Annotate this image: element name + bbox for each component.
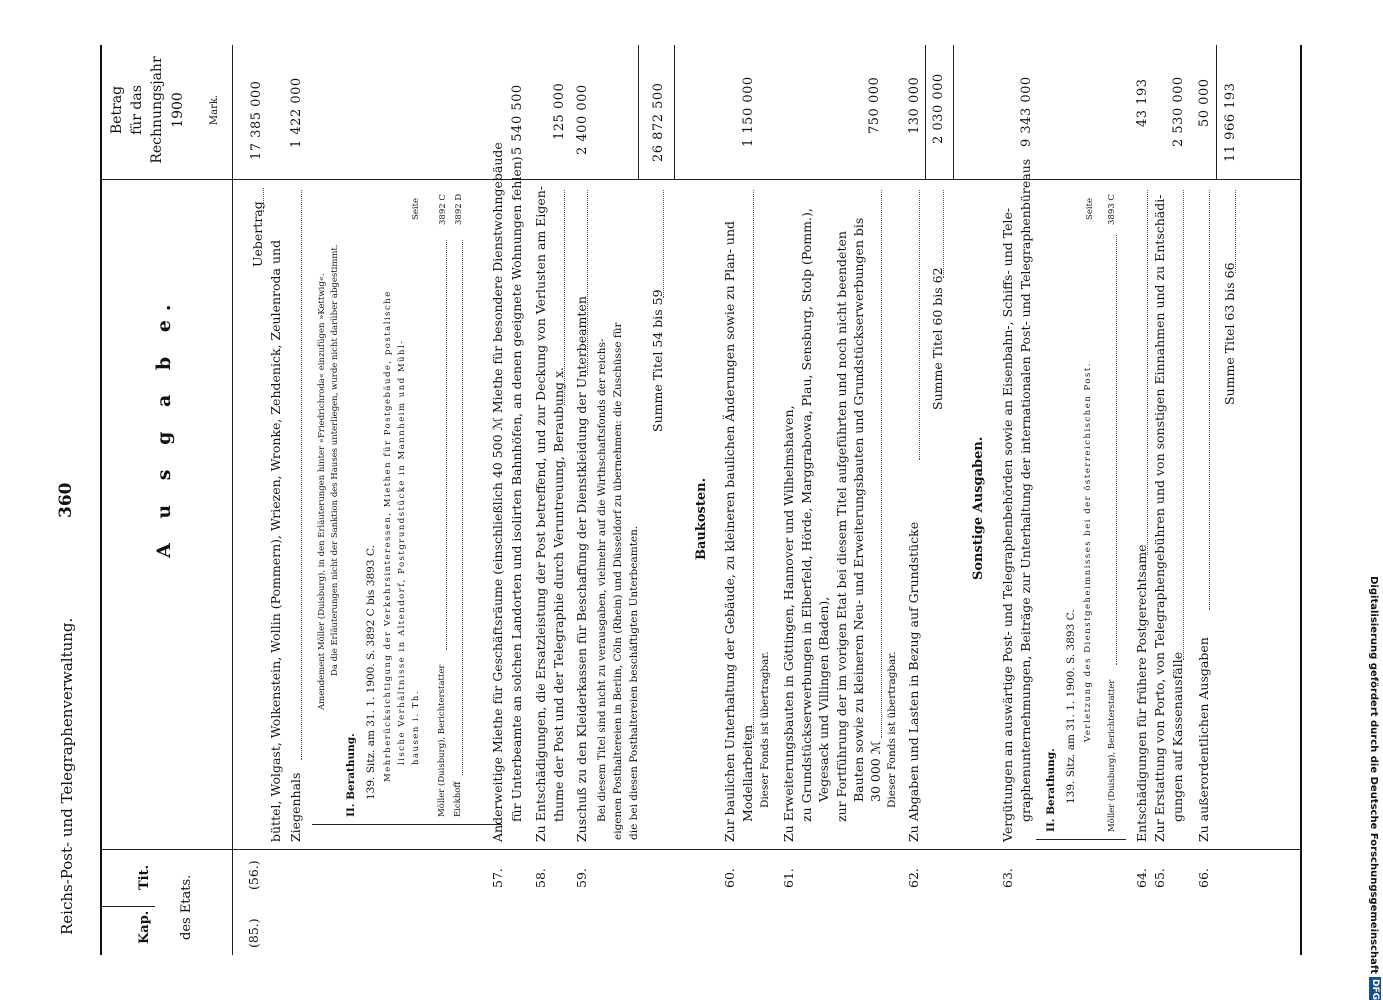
r61-line2: zu Grundstückserwerbungen in Elberfeld, Hörde, Marggrabowa, Plau, Sensburg, Stolp (Pomm.), — [799, 208, 814, 822]
section-sonstige: Sonstige Ausgaben. — [971, 436, 986, 580]
r56-moeller: Möller (Duisburg), Berichterstatter — [437, 664, 447, 817]
r63-ref: 3893 C — [1107, 194, 1117, 225]
r61-line7: Dieser Fonds ist übertragbar. — [886, 651, 898, 808]
col-amount-3: Rechnungsjahr — [149, 56, 165, 164]
sum-60-62-amount: 2 030 000 — [931, 73, 946, 144]
sum-54-59-label: Summe Titel 54 bis 59 — [650, 289, 665, 432]
tit-58: 58. — [533, 868, 548, 888]
r60-line1: Zur baulichen Unterhaltung der Gebäude, zu kleineren baulichen Änderungen sowie zu Plan- und — [722, 220, 737, 842]
r59-line1: Zuschuß zu den Kleiderkassen für Beschaffung der Dienstkleidung der Unterbeamten — [574, 296, 589, 842]
r61-line4: zur Fortführung der im vorigen Etat bei diesem Titel aufgeführten und noch nicht beendeten — [834, 231, 849, 822]
col-des-etats: des Etats. — [179, 874, 194, 940]
sum-63-66-label: Summe Titel 63 bis 66 — [1222, 262, 1237, 405]
sum-60-62-label: Summe Titel 60 bis 62 — [930, 267, 945, 410]
sum-54-59-amount: 26 872 500 — [651, 82, 666, 162]
r65-line1: Zur Erstattung von Porto, von Telegraphengebühren und von sonstigen Einnahmen und zu Entschädi- — [1152, 194, 1167, 842]
r56-uebertrag: Uebertrag — [250, 201, 265, 267]
r60-amount: 1 150 000 — [741, 76, 756, 147]
r61-amount: 750 000 — [867, 76, 882, 134]
r61-line3: Vegesack und Villingen (Baden), — [816, 596, 831, 802]
col-unit: Mark. — [209, 94, 220, 126]
r56-mehr-3: hausen i. Th. — [411, 689, 421, 765]
r63-line1: Vergütungen an auswärtige Post- und Telegraphenbehörden sowie an Eisenbahn-, Schiffs- und Tele- — [1000, 207, 1015, 842]
r59-line3: eigenen Posthaltereien in Berlin, Cöln (Rhein) und Düsseldorf zu übernehmen: die Zuschüsse für — [612, 322, 624, 840]
r56-ref-1: 3892 C — [438, 194, 448, 225]
r63-line2: graphenunternehmungen, Beiträge zur Unterhaltung der internationalen Post- und Telegraphenbüreaus — [1018, 158, 1033, 822]
tit-60: 60. — [722, 868, 737, 888]
r58-amount: 125 000 — [552, 82, 567, 140]
col-amount-4: 1900 — [170, 92, 186, 128]
tit-62: 62. — [906, 868, 921, 888]
table-header-rule — [232, 45, 233, 955]
r56-seite: Seite — [411, 197, 421, 220]
kap-number: (85.) — [246, 918, 261, 948]
r58-line2: thume der Post und der Telegraphie durch Veruntreuung, Beraubung x. — [551, 366, 566, 822]
tit-64: 64. — [1134, 868, 1149, 888]
r56-eickhoff: Eickhoff — [453, 781, 463, 817]
r65-amount: 2 530 000 — [1171, 76, 1186, 147]
section-baukosten: Baukosten. — [694, 477, 709, 560]
r65-line2: gungen auf Kassenausfälle — [1170, 651, 1185, 822]
r64-amount: 43 193 — [1135, 78, 1150, 127]
r56-amendement-1: Amendement Möller (Duisburg), in den Erläuterungen hinter »Friedrichroda« einzufügen »Kettwig«. — [317, 273, 327, 710]
tit-56: (56.) — [246, 860, 261, 890]
r56-amendement-2: Da die Erläuterungen nicht der Sanktion des Hauses unterliegen, wurde nicht darüber abgestimmt. — [330, 244, 340, 676]
kap-tit-divider — [100, 849, 1300, 850]
r56-bracket — [312, 824, 502, 825]
r63-amount: 9 343 000 — [1019, 76, 1034, 147]
r63-verletzung: Verletzung des Dienstgeheimnisses bei der österreichischen Post. — [1083, 362, 1093, 742]
r57-line2: für Unterbeamte an solchen Landorten und isolirten Bahnhöfen, an denen geeignete Wohnungen fehlen) — [509, 156, 524, 822]
col-kap: Kap. — [137, 910, 152, 944]
digitization-credit: Digitalisierung gefördert durch die Deutsche Forschungsgemeinschaft — [1368, 576, 1379, 974]
r59-line2: Bei diesem Titel sind nicht zu verausgaben, vielmehr auf die Wirthschaftsfonds der reichs- — [596, 338, 608, 822]
running-title: Reichs-Post- und Telegraphenverwaltung. — [58, 617, 76, 935]
r66-amount: 50 000 — [1197, 78, 1212, 127]
r60-line3: Dieser Fonds ist übertragbar. — [759, 651, 771, 808]
col-tit: Tit. — [137, 864, 152, 890]
r56-line1: büttel, Wolgast, Wolkenstein, Wollin (Pommern), Wriezen, Wronke, Zehdenick, Zeulenroda und — [268, 239, 283, 842]
r56-beratung: II. Berathung. — [345, 733, 357, 817]
r62-line1: Zu Abgaben und Lasten in Bezug auf Grundstücke — [906, 521, 921, 842]
amount-column-divider — [100, 179, 1300, 180]
r56-mehr-2: lische Verhältnisse in Altendorf, Postgrundstücke in Mannheim und Mühl- — [397, 339, 407, 765]
r63-seite: Seite — [1085, 197, 1095, 220]
r61-line5: Bauten sowie zu kleineren Neu- und Erweiterungsbauten und Grundstückserwerbungen bis — [851, 217, 866, 802]
tit-63: 63. — [1000, 868, 1015, 888]
table-bottom-rule — [1300, 45, 1302, 955]
r60-line2: Modellarbeiten — [740, 724, 755, 822]
col-amount-2: für das — [129, 85, 145, 135]
r56-line2: Ziegenhals — [288, 772, 303, 842]
digitization-credit-strip — [1360, 0, 1383, 1000]
r59-amount: 2 400 000 — [575, 84, 590, 155]
r56-mehr-1: Mehrberücksichtigung der Verkehrsinteressen, Miethen für Postgebäude, postalische — [383, 290, 393, 782]
kap-tit-header-divider — [100, 906, 155, 907]
r63-sitzung: 139. Sitz. am 31. 1. 1900. S. 3893 C. — [1065, 609, 1077, 804]
r59-line4: die bei diesen Posthaltereien beschäftigten Unterbeamten. — [628, 525, 640, 840]
tit-66: 66. — [1196, 868, 1211, 888]
r62-amount: 130 000 — [907, 76, 922, 134]
col-amount-1: Betrag — [109, 85, 125, 135]
dfg-logo: DFG — [1370, 978, 1380, 1000]
r66-line1: Zu außerordentlichen Ausgaben — [1196, 637, 1211, 842]
r56-amount-uebertrag: 17 385 000 — [249, 80, 264, 160]
section-heading: A u s g a b e. — [153, 295, 175, 558]
tit-57: 57. — [490, 868, 505, 888]
page-number: 360 — [56, 482, 76, 518]
tit-61: 61. — [781, 868, 796, 888]
table-top-rule — [100, 45, 102, 955]
r63-bracket — [1036, 839, 1126, 840]
r56-sitzung: 139. Sitz. am 31. 1. 1900. S. 3892 C bis 3893 C. — [365, 545, 377, 800]
tit-65: 65. — [1152, 868, 1167, 888]
r56-amount: 1 422 000 — [289, 77, 304, 148]
r56-ref-2: 3892 D — [454, 193, 464, 225]
r57-line1: Anderweitige Miethe für Geschäftsräume (einschließlich 40 500 ℳ Miethe für besondere Dienstwohngebäude — [490, 142, 505, 842]
r64-line1: Entschädigungen für frühere Postgerechtsame — [1134, 544, 1149, 842]
tit-59: 59. — [574, 868, 589, 888]
r58-line1: Zu Entschädigungen, die Ersatzleistung der Post betreffend, und zur Deckung von Verlusten am Eigen- — [533, 185, 548, 842]
sum-63-66-amount: 11 966 193 — [1223, 82, 1238, 162]
r61-line6: 30 000 ℳ — [868, 740, 883, 802]
r63-beratung: II. Berathung. — [1045, 748, 1057, 832]
r57-amount: 5 540 500 — [510, 84, 525, 155]
r63-moeller: Möller (Duisburg), Berichterstatter — [1107, 679, 1117, 832]
r61-line1: Zu Erweiterungsbauten in Göttingen, Hannover und Wilhelmshaven, — [781, 405, 796, 842]
